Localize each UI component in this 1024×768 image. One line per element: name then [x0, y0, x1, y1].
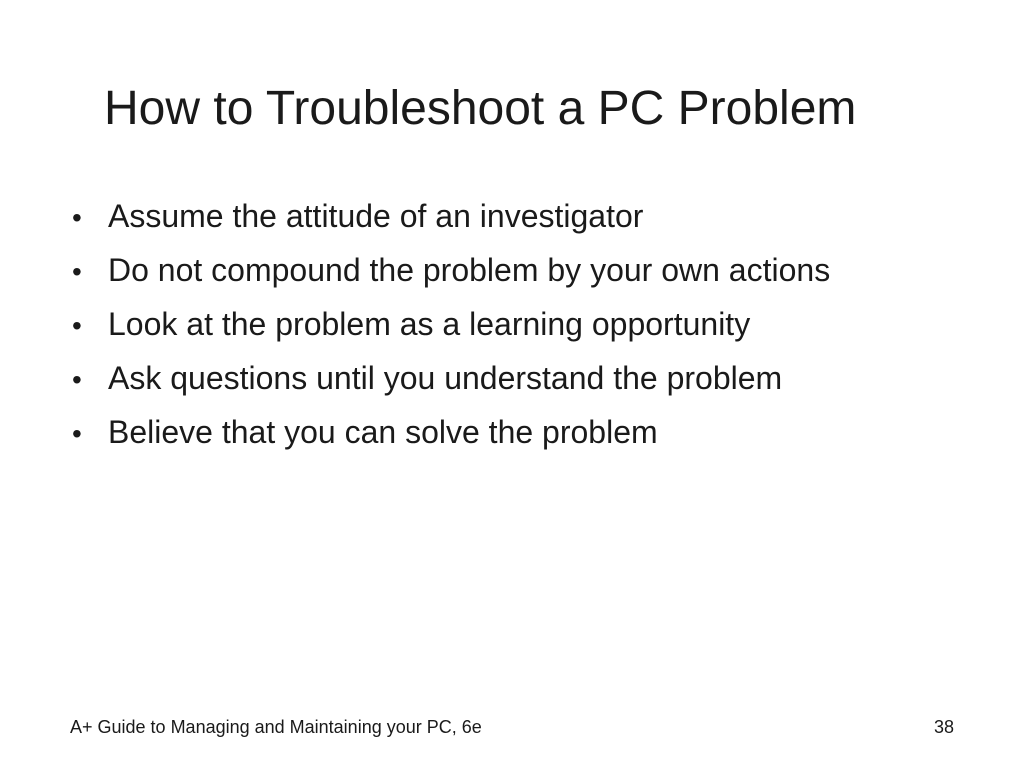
bullet-text: Do not compound the problem by your own actions [108, 252, 831, 288]
bullet-icon: • [72, 310, 82, 341]
page-number: 38 [933, 717, 954, 737]
bullet-text: Assume the attitude of an investigator [108, 198, 644, 234]
list-item [72, 302, 830, 356]
slide-title: How to Troubleshoot a PC Problem [104, 82, 857, 135]
bullet-icon: • [72, 202, 82, 233]
bullet-list [72, 194, 830, 464]
list-item [72, 248, 830, 302]
bullet-text: Believe that you can solve the problem [108, 414, 658, 450]
bullet-text: Ask questions until you understand the problem [108, 360, 783, 396]
footer-title: A+ Guide to Managing and Maintaining your PC, 6e [70, 717, 482, 737]
bullet-icon: • [72, 364, 82, 395]
bullet-icon: • [72, 418, 82, 449]
bullet-icon: • [72, 256, 82, 287]
list-item [72, 356, 830, 410]
list-item [72, 194, 830, 248]
bullet-text: Look at the problem as a learning opportunity [108, 306, 751, 342]
list-item [72, 410, 830, 464]
